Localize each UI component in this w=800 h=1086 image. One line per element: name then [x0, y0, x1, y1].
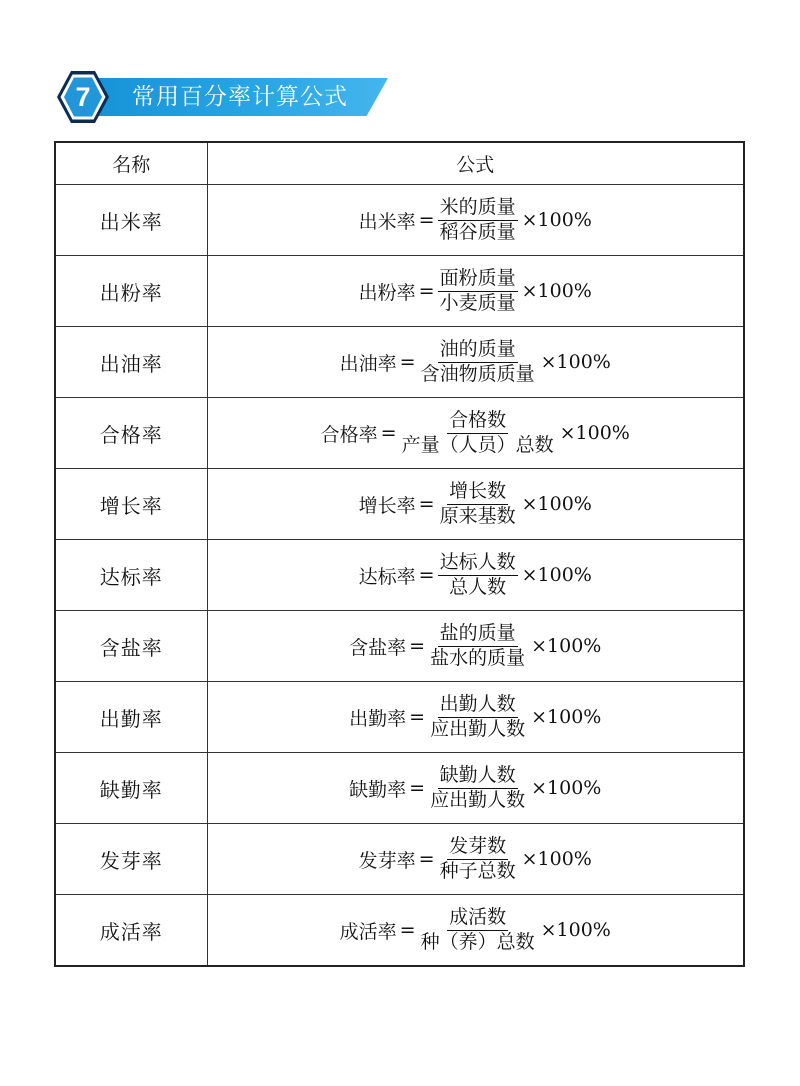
denominator: 原来基数 — [439, 504, 516, 527]
rate-name: 出勤率 — [55, 682, 207, 753]
denominator: 产量（人员）总数 — [401, 433, 554, 456]
rate-name: 发芽率 — [55, 824, 207, 895]
equals-sign: = — [418, 848, 435, 870]
multiplier: ×100% — [540, 919, 611, 941]
numerator: 发芽数 — [447, 836, 508, 860]
header-name: 名称 — [55, 142, 207, 185]
formula-cell — [207, 185, 744, 256]
formula — [359, 268, 592, 315]
multiplier: ×100% — [521, 280, 592, 302]
formula-label: 缺勤率 — [349, 778, 407, 801]
table-body — [55, 185, 744, 967]
fraction — [438, 481, 518, 528]
formula-cell — [207, 895, 744, 967]
fraction — [438, 197, 518, 244]
equals-sign: = — [409, 635, 426, 657]
fraction — [400, 410, 556, 457]
formula-label: 出勤率 — [349, 707, 407, 730]
table-row — [55, 540, 744, 611]
table-row — [55, 185, 744, 256]
equals-sign: = — [409, 777, 426, 799]
denominator: 小麦质量 — [439, 291, 516, 314]
fraction — [438, 836, 518, 883]
rate-name: 出油率 — [55, 327, 207, 398]
multiplier: ×100% — [531, 635, 602, 657]
section-number: 7 — [75, 82, 91, 112]
formula-label: 出粉率 — [358, 281, 416, 304]
table-row — [55, 469, 744, 540]
table-row — [55, 611, 744, 682]
table-row — [55, 895, 744, 967]
formula-label: 成活率 — [339, 920, 397, 943]
formula-cell — [207, 753, 744, 824]
formula — [359, 836, 592, 883]
rate-name: 缺勤率 — [55, 753, 207, 824]
formula-label: 达标率 — [358, 565, 416, 588]
formula-cell — [207, 256, 744, 327]
table-row — [55, 256, 744, 327]
formula-label: 出油率 — [339, 352, 397, 375]
equals-sign: = — [418, 209, 435, 231]
table-header-row — [55, 142, 744, 185]
denominator: 种子总数 — [439, 859, 516, 882]
equals-sign: = — [418, 564, 435, 586]
formula-label: 出米率 — [358, 210, 416, 233]
rate-name: 达标率 — [55, 540, 207, 611]
denominator: 应出勤人数 — [430, 717, 526, 740]
formula — [349, 694, 601, 741]
fraction — [428, 765, 527, 812]
denominator: 总人数 — [449, 575, 507, 598]
header-formula: 公式 — [207, 142, 744, 185]
denominator: 盐水的质量 — [430, 646, 526, 669]
numerator: 达标人数 — [438, 552, 518, 576]
formula-cell — [207, 469, 744, 540]
equals-sign: = — [418, 280, 435, 302]
section-title: 常用百分率计算公式 — [132, 84, 348, 110]
formula — [359, 552, 592, 599]
table-row — [55, 753, 744, 824]
formula — [349, 765, 601, 812]
formula — [359, 481, 592, 528]
formula-label: 含盐率 — [349, 636, 407, 659]
formula-table — [54, 141, 745, 967]
numerator: 缺勤人数 — [438, 765, 518, 789]
multiplier: ×100% — [521, 493, 592, 515]
multiplier: ×100% — [521, 848, 592, 870]
multiplier: ×100% — [559, 422, 630, 444]
rate-name: 增长率 — [55, 469, 207, 540]
formula-cell — [207, 327, 744, 398]
formula — [359, 197, 592, 244]
numerator: 成活数 — [447, 907, 508, 931]
formula — [340, 907, 611, 954]
numerator: 油的质量 — [438, 339, 518, 363]
formula-label: 合格率 — [320, 423, 378, 446]
rate-name: 出米率 — [55, 185, 207, 256]
multiplier: ×100% — [521, 209, 592, 231]
table-row — [55, 398, 744, 469]
numerator: 面粉质量 — [438, 268, 518, 292]
hexagon-badge-icon — [54, 68, 112, 126]
rate-name: 成活率 — [55, 895, 207, 967]
section-banner — [54, 68, 388, 126]
formula-cell — [207, 611, 744, 682]
numerator: 合格数 — [447, 410, 508, 434]
formula-label: 发芽率 — [358, 849, 416, 872]
section-number-badge — [54, 68, 112, 126]
equals-sign: = — [380, 422, 397, 444]
formula-cell — [207, 540, 744, 611]
denominator: 种（养）总数 — [420, 930, 535, 953]
multiplier: ×100% — [540, 351, 611, 373]
numerator: 增长数 — [447, 481, 508, 505]
table-row — [55, 824, 744, 895]
equals-sign: = — [418, 493, 435, 515]
numerator: 出勤人数 — [438, 694, 518, 718]
fraction — [419, 907, 537, 954]
formula-label: 增长率 — [358, 494, 416, 517]
multiplier: ×100% — [521, 564, 592, 586]
formula — [340, 339, 611, 386]
formula-cell — [207, 398, 744, 469]
equals-sign: = — [399, 919, 416, 941]
equals-sign: = — [409, 706, 426, 728]
denominator: 稻谷质量 — [439, 220, 516, 243]
rate-name: 含盐率 — [55, 611, 207, 682]
multiplier: ×100% — [531, 706, 602, 728]
formula — [349, 623, 601, 670]
formula — [321, 410, 630, 457]
fraction — [438, 268, 518, 315]
table-row — [55, 682, 744, 753]
equals-sign: = — [399, 351, 416, 373]
fraction — [419, 339, 537, 386]
rate-name: 出粉率 — [55, 256, 207, 327]
table-row — [55, 327, 744, 398]
numerator: 米的质量 — [438, 197, 518, 221]
rate-name: 合格率 — [55, 398, 207, 469]
fraction — [438, 552, 518, 599]
fraction — [428, 694, 527, 741]
numerator: 盐的质量 — [438, 623, 518, 647]
denominator: 应出勤人数 — [430, 788, 526, 811]
fraction — [428, 623, 527, 670]
denominator: 含油物质质量 — [420, 362, 535, 385]
multiplier: ×100% — [531, 777, 602, 799]
formula-cell — [207, 682, 744, 753]
formula-cell — [207, 824, 744, 895]
